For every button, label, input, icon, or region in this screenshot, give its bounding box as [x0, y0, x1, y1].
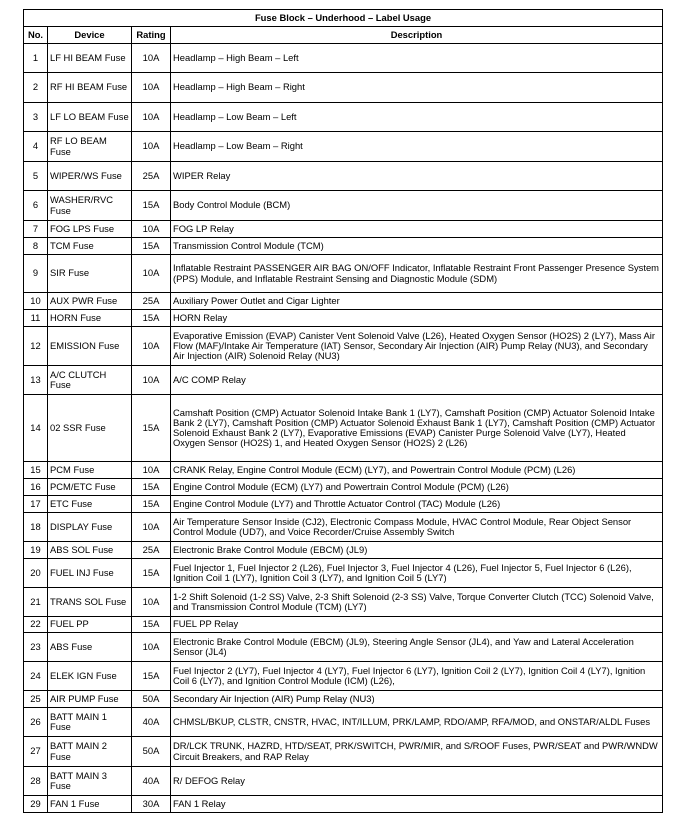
fuse-label-table [23, 9, 663, 813]
table-row [24, 132, 663, 162]
cell-device: WASHER/RVC Fuse [48, 191, 132, 221]
cell-rating: 30A [132, 796, 171, 813]
cell-rating: 10A [132, 588, 171, 617]
cell-description: Camshaft Position (CMP) Actuator Solenoid Intake Bank 1 (LY7), Camshaft Position (CMP) Actuator Solenoid Intake Bank 2 (LY7), Camshaft Position (CMP) Actuator Solenoid Exhaust Bank 1 (LY7), Camshaft Position (CMP) Actuator Solenoid Exhaust Bank 2 (LY7), Evaporative Emissions (EVAP) Canister Purge Solenoid Valve (LY7), Heated Oxygen Sensor (HO2S) 1, and Heated Oxygen Sensor (HO2S) 2 (L26) [171, 395, 663, 462]
header-device: Device [48, 27, 132, 44]
table-caption-row [24, 10, 663, 27]
cell-device: PCM Fuse [48, 462, 132, 479]
cell-no: 17 [24, 496, 48, 513]
cell-description: HORN Relay [171, 310, 663, 327]
table-title: Fuse Block – Underhood – Label Usage [24, 10, 663, 27]
cell-rating: 40A [132, 767, 171, 796]
cell-rating: 15A [132, 191, 171, 221]
cell-no: 27 [24, 737, 48, 767]
cell-no: 18 [24, 513, 48, 542]
cell-no: 24 [24, 662, 48, 691]
cell-rating: 10A [132, 103, 171, 132]
cell-description: CRANK Relay, Engine Control Module (ECM) (LY7), and Powertrain Control Module (PCM) (L26) [171, 462, 663, 479]
cell-device: FUEL INJ Fuse [48, 559, 132, 588]
cell-no: 14 [24, 395, 48, 462]
cell-no: 20 [24, 559, 48, 588]
table-header-row [24, 27, 663, 44]
table-row [24, 662, 663, 691]
cell-no: 1 [24, 44, 48, 73]
cell-device: AIR PUMP Fuse [48, 691, 132, 708]
cell-device: BATT MAIN 2 Fuse [48, 737, 132, 767]
header-rating: Rating [132, 27, 171, 44]
table-row [24, 479, 663, 496]
table-row [24, 588, 663, 617]
header-no: No. [24, 27, 48, 44]
cell-description: Transmission Control Module (TCM) [171, 238, 663, 255]
cell-device: FOG LPS Fuse [48, 221, 132, 238]
cell-description: Headlamp – High Beam – Right [171, 73, 663, 103]
cell-rating: 10A [132, 44, 171, 73]
cell-device: LF HI BEAM Fuse [48, 44, 132, 73]
cell-rating: 10A [132, 132, 171, 162]
cell-device: FAN 1 Fuse [48, 796, 132, 813]
table-row [24, 395, 663, 462]
cell-device: RF HI BEAM Fuse [48, 73, 132, 103]
cell-description: Electronic Brake Control Module (EBCM) (JL9) [171, 542, 663, 559]
table-row [24, 162, 663, 191]
cell-no: 19 [24, 542, 48, 559]
cell-no: 13 [24, 366, 48, 395]
table-row [24, 708, 663, 737]
cell-device: BATT MAIN 1 Fuse [48, 708, 132, 737]
cell-device: EMISSION Fuse [48, 327, 132, 366]
cell-device: DISPLAY Fuse [48, 513, 132, 542]
cell-description: DR/LCK TRUNK, HAZRD, HTD/SEAT, PRK/SWITCH, PWR/MIR, and S/ROOF Fuses, PWR/SEAT and PWR/WNDW Circuit Breakers, and RAP Relay [171, 737, 663, 767]
cell-no: 16 [24, 479, 48, 496]
cell-device: ABS Fuse [48, 633, 132, 662]
cell-description: FAN 1 Relay [171, 796, 663, 813]
cell-rating: 15A [132, 238, 171, 255]
cell-no: 22 [24, 617, 48, 633]
cell-no: 9 [24, 255, 48, 293]
cell-rating: 25A [132, 162, 171, 191]
cell-rating: 40A [132, 708, 171, 737]
cell-no: 5 [24, 162, 48, 191]
cell-no: 25 [24, 691, 48, 708]
cell-description: 1-2 Shift Solenoid (1-2 SS) Valve, 2-3 Shift Solenoid (2-3 SS) Valve, Torque Converter Clutch (TCC) Solenoid Valve, and Transmission Control Module (TCM) (LY7) [171, 588, 663, 617]
cell-description: Secondary Air Injection (AIR) Pump Relay (NU3) [171, 691, 663, 708]
cell-no: 7 [24, 221, 48, 238]
table-row [24, 617, 663, 633]
cell-rating: 10A [132, 462, 171, 479]
header-description: Description [171, 27, 663, 44]
cell-no: 29 [24, 796, 48, 813]
table-row [24, 796, 663, 813]
table-row [24, 221, 663, 238]
table-row [24, 559, 663, 588]
cell-no: 10 [24, 293, 48, 310]
cell-rating: 15A [132, 496, 171, 513]
table-row [24, 73, 663, 103]
cell-description: FOG LP Relay [171, 221, 663, 238]
cell-description: Air Temperature Sensor Inside (CJ2), Electronic Compass Module, HVAC Control Module, Rear Object Sensor Control Module (UD7), and Voice Recorder/Cruise Assembly Switch [171, 513, 663, 542]
cell-device: RF LO BEAM Fuse [48, 132, 132, 162]
table-row [24, 191, 663, 221]
cell-description: Fuel Injector 1, Fuel Injector 2 (L26), Fuel Injector 3, Fuel Injector 4 (L26), Fuel Injector 5, Fuel Injector 6 (L26), Ignition Coil 1 (LY7), Ignition Coil 3 (LY7), and Ignition Coil 5 (LY7) [171, 559, 663, 588]
cell-rating: 10A [132, 255, 171, 293]
cell-device: PCM/ETC Fuse [48, 479, 132, 496]
cell-rating: 25A [132, 542, 171, 559]
cell-no: 6 [24, 191, 48, 221]
cell-description: Engine Control Module (ECM) (LY7) and Powertrain Control Module (PCM) (L26) [171, 479, 663, 496]
cell-no: 8 [24, 238, 48, 255]
cell-device: AUX PWR Fuse [48, 293, 132, 310]
cell-description: Engine Control Module (LY7) and Throttle Actuator Control (TAC) Module (L26) [171, 496, 663, 513]
cell-description: A/C COMP Relay [171, 366, 663, 395]
cell-device: SIR Fuse [48, 255, 132, 293]
cell-no: 28 [24, 767, 48, 796]
table-row [24, 542, 663, 559]
cell-device: BATT MAIN 3 Fuse [48, 767, 132, 796]
table-body [24, 44, 663, 813]
cell-no: 26 [24, 708, 48, 737]
cell-rating: 10A [132, 221, 171, 238]
cell-rating: 15A [132, 395, 171, 462]
table-row [24, 513, 663, 542]
table-row [24, 737, 663, 767]
cell-description: Headlamp – High Beam – Left [171, 44, 663, 73]
cell-device: TRANS SOL Fuse [48, 588, 132, 617]
table-row [24, 462, 663, 479]
cell-description: Body Control Module (BCM) [171, 191, 663, 221]
cell-no: 21 [24, 588, 48, 617]
cell-description: WIPER Relay [171, 162, 663, 191]
table-row [24, 103, 663, 132]
cell-description: Inflatable Restraint PASSENGER AIR BAG ON/OFF Indicator, Inflatable Restraint Front Passenger Presence System (PPS) Module, and Inflatable Restraint Sensing and Diagnostic Module (SDM) [171, 255, 663, 293]
cell-rating: 15A [132, 617, 171, 633]
cell-rating: 10A [132, 366, 171, 395]
cell-description: Auxiliary Power Outlet and Cigar Lighter [171, 293, 663, 310]
table-row [24, 496, 663, 513]
cell-description: Headlamp – Low Beam – Right [171, 132, 663, 162]
cell-no: 2 [24, 73, 48, 103]
cell-no: 23 [24, 633, 48, 662]
cell-no: 4 [24, 132, 48, 162]
cell-rating: 15A [132, 559, 171, 588]
cell-device: TCM Fuse [48, 238, 132, 255]
table-row [24, 366, 663, 395]
table-row [24, 44, 663, 73]
cell-description: Headlamp – Low Beam – Left [171, 103, 663, 132]
table-row [24, 767, 663, 796]
cell-device: ELEK IGN Fuse [48, 662, 132, 691]
cell-rating: 10A [132, 633, 171, 662]
cell-description: FUEL PP Relay [171, 617, 663, 633]
cell-no: 11 [24, 310, 48, 327]
table-row [24, 238, 663, 255]
cell-rating: 25A [132, 293, 171, 310]
cell-rating: 10A [132, 73, 171, 103]
cell-device: FUEL PP [48, 617, 132, 633]
cell-rating: 10A [132, 513, 171, 542]
table-row [24, 327, 663, 366]
cell-description: Fuel Injector 2 (LY7), Fuel Injector 4 (LY7), Fuel Injector 6 (LY7), Ignition Coil 2 (LY7), Ignition Coil 4 (LY7), Ignition Coil 6 (LY7), and Ignition Control Module (ICM) (L26), [171, 662, 663, 691]
table-row [24, 310, 663, 327]
cell-device: ABS SOL Fuse [48, 542, 132, 559]
cell-description: CHMSL/BKUP, CLSTR, CNSTR, HVAC, INT/ILLUM, PRK/LAMP, RDO/AMP, RFA/MOD, and ONSTAR/ALDL Fuses [171, 708, 663, 737]
table-row [24, 255, 663, 293]
cell-description: Evaporative Emission (EVAP) Canister Vent Solenoid Valve (L26), Heated Oxygen Sensor (HO2S) 2 (LY7), Mass Air Flow (MAF)/Intake Air Temperature (IAT) Sensor, Secondary Air Injection (AIR) Pump Relay (NU3), and Secondary Air Injection (AIR) Solenoid Relay (NU3) [171, 327, 663, 366]
cell-device: A/C CLUTCH Fuse [48, 366, 132, 395]
cell-device: 02 SSR Fuse [48, 395, 132, 462]
cell-device: ETC Fuse [48, 496, 132, 513]
cell-rating: 15A [132, 479, 171, 496]
cell-rating: 50A [132, 691, 171, 708]
table-row [24, 633, 663, 662]
cell-device: LF LO BEAM Fuse [48, 103, 132, 132]
cell-rating: 15A [132, 662, 171, 691]
table-row [24, 293, 663, 310]
cell-no: 3 [24, 103, 48, 132]
cell-device: HORN Fuse [48, 310, 132, 327]
cell-description: Electronic Brake Control Module (EBCM) (JL9), Steering Angle Sensor (JL4), and Yaw and Lateral Acceleration Sensor (JL4) [171, 633, 663, 662]
cell-description: R/ DEFOG Relay [171, 767, 663, 796]
cell-rating: 10A [132, 327, 171, 366]
cell-no: 15 [24, 462, 48, 479]
cell-device: WIPER/WS Fuse [48, 162, 132, 191]
cell-no: 12 [24, 327, 48, 366]
cell-rating: 15A [132, 310, 171, 327]
cell-rating: 50A [132, 737, 171, 767]
table-row [24, 691, 663, 708]
